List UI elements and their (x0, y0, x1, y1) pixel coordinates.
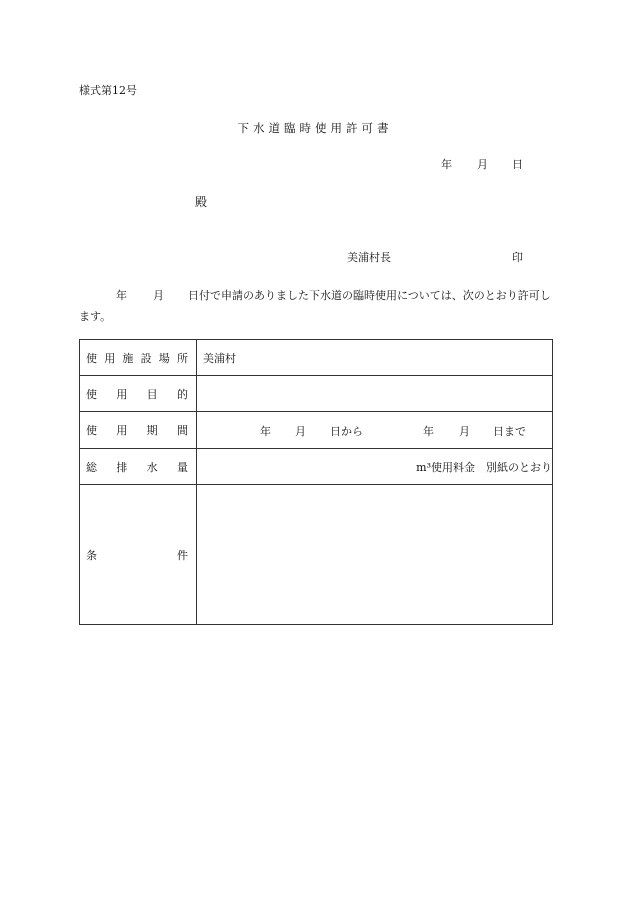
period-from-year: 年 (260, 425, 271, 438)
usage-period-value (197, 412, 553, 449)
total-drainage-value: m³使用料金 別紙のとおり (197, 449, 553, 485)
period-from-day: 日から (330, 425, 363, 438)
period-from-month: 月 (295, 425, 306, 438)
permit-details-table (79, 339, 553, 625)
conditions-label: 条 件 (80, 485, 197, 625)
period-to-month: 月 (459, 425, 470, 438)
usage-purpose-label: 使 用 目 的 (80, 376, 197, 412)
table-row (80, 412, 553, 449)
usage-purpose-value (197, 376, 553, 412)
date-day-label: 日 (512, 158, 523, 171)
document-title: 下水道臨時使用許可書 (237, 121, 393, 135)
date-year-label: 年 (441, 158, 452, 171)
table-row (80, 376, 553, 412)
permit-statement (79, 285, 553, 327)
table-row (80, 485, 553, 625)
usage-period-label: 使 用 期 間 (80, 412, 197, 449)
date-month-label: 月 (477, 158, 488, 171)
facility-location-value: 美浦村 (197, 340, 553, 376)
table-row (80, 340, 553, 376)
form-number: 様式第12号 (79, 84, 137, 97)
table-row (80, 449, 553, 485)
statement-text: 日付で申請のありました下水道の臨時使用については、次のとおり許可します。 (79, 289, 551, 323)
period-to-day: 日まで (493, 425, 526, 438)
total-drainage-label: 総 排 水 量 (80, 449, 197, 485)
addressee-honorific: 殿 (195, 195, 208, 209)
statement-year-label: 年 (116, 289, 127, 302)
seal-mark: 印 (512, 251, 523, 264)
conditions-value (197, 485, 553, 625)
issuer-name: 美浦村長 (347, 251, 391, 264)
period-to-year: 年 (423, 425, 434, 438)
statement-month-label: 月 (153, 289, 164, 302)
facility-location-label: 使 用 施 設 場 所 (80, 340, 197, 376)
